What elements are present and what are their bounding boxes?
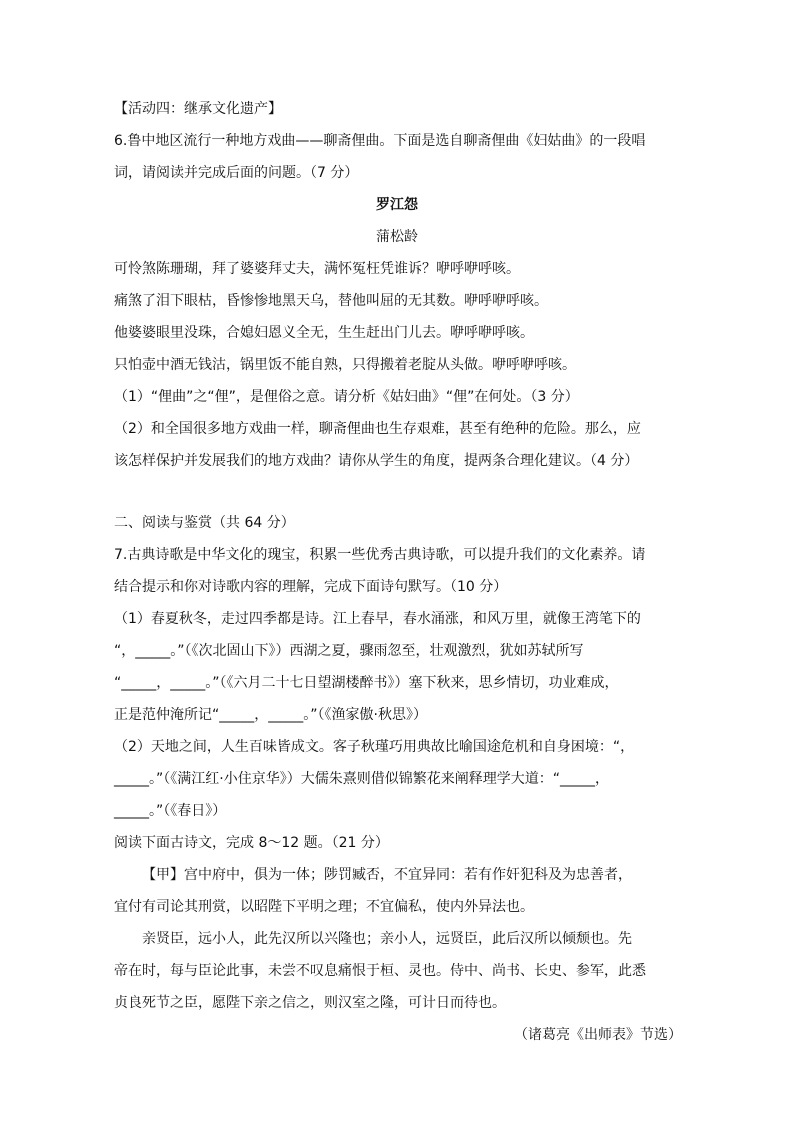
section2-heading: 二、阅读与鉴赏（共 64 分） (114, 515, 295, 531)
poem-line: 可怜煞陈珊瑚，拜了婆婆拜丈夫，满怀冤枉凭谁诉？咿呼咿呼咳。 (114, 261, 520, 277)
q6-2-line1: （2）和全国很多地方戏曲一样，聊斋俚曲也生存艰难，甚至有绝种的危险。那么，应 (114, 421, 641, 437)
q7-2-line2: _____。”（《满江红·小住京华》）大儒朱熹则借似锦繁花来阐释理学大道：“_____， (114, 771, 609, 787)
q7-2-line3: _____。”（《春日》） (114, 803, 227, 819)
q6-text-line1: 6.鲁中地区流行一种地方戏曲——聊斋俚曲。下面是选自聊斋俚曲《妇姑曲》的一段唱 (114, 133, 646, 149)
q7-1-line2: “，_____。”（《次北固山下》）西湖之夏，骤雨忽至，壮观激烈，犹如苏轼所写 (114, 643, 584, 659)
passage-jia-line2: 宜付有司论其刑赏，以昭陛下平明之理；不宜偏私，使内外异法也。 (114, 899, 534, 915)
poem-title: 罗江怨 (376, 197, 418, 213)
passage-jia-line3: 亲贤臣，远小人，此先汉所以兴隆也；亲小人，远贤臣，此后汉所以倾颓也。先 (142, 931, 632, 947)
reading-intro: 阅读下面古诗文，完成 8～12 题。（21 分） (114, 835, 389, 851)
q6-text-line2: 词，请阅读并完成后面的问题。（7 分） (114, 165, 359, 181)
poem-author: 蒲松龄 (376, 229, 418, 245)
passage-jia-line5: 贞良死节之臣，愿陛下亲之信之，则汉室之隆，可计日而待也。 (114, 995, 506, 1011)
passage-jia-line1: 【甲】宫中府中，俱为一体；陟罚臧否，不宜异同：若有作奸犯科及为忠善者， (142, 867, 632, 883)
q7-1-line4: 正是范仲淹所记“_____，_____。”（《渔家傲·秋思》） (114, 707, 427, 723)
q7-1-line1: （1）春夏秋冬，走过四季都是诗。江上春早，春水涌涨，和风万里，就像王湾笔下的 (114, 611, 641, 627)
q7-line1: 7.古典诗歌是中华文化的瑰宝，积累一些优秀古典诗歌，可以提升我们的文化素养。请 (114, 547, 646, 563)
passage-jia-line4: 帝在时，每与臣论此事，未尝不叹息痛恨于桓、灵也。侍中、尚书、长史、参军，此悉 (114, 963, 646, 979)
activity4-heading: 【活动四：继承文化遗产】 (114, 101, 282, 117)
q6-1: （1）“俚曲”之“俚”，是俚俗之意。请分析《姑妇曲》“俚”在何处。（3 分） (114, 389, 579, 405)
q7-1-line3: “_____，_____。”（《六月二十七日望湖楼醉书》）塞下秋来，思乡情切，功业难成， (114, 675, 619, 691)
q6-2-line2: 该怎样保护并发展我们的地方戏曲？请你从学生的角度，提两条合理化建议。（4 分） (114, 453, 639, 469)
passage-source: （诸葛亮《出师表》节选） (514, 1027, 682, 1043)
q7-line2: 结合提示和你对诗歌内容的理解，完成下面诗句默写。（10 分） (114, 579, 508, 595)
q7-2-line1: （2）天地之间，人生百味皆成文。客子秋瑾巧用典故比喻国途危机和自身困境：“， (114, 739, 635, 755)
poem-line: 他婆婆眼里没珠，合媳妇恩义全无，生生赶出门儿去。咿呼咿呼咳。 (114, 325, 534, 341)
poem-line: 痛煞了泪下眼枯，昏惨惨地黑天乌，替他叫屈的无其数。咿呼咿呼咳。 (114, 293, 548, 309)
poem-line: 只怕壶中酒无钱沽，锅里饭不能自熟，只得搬着老腚从头做。咿呼咿呼咳。 (114, 357, 576, 373)
